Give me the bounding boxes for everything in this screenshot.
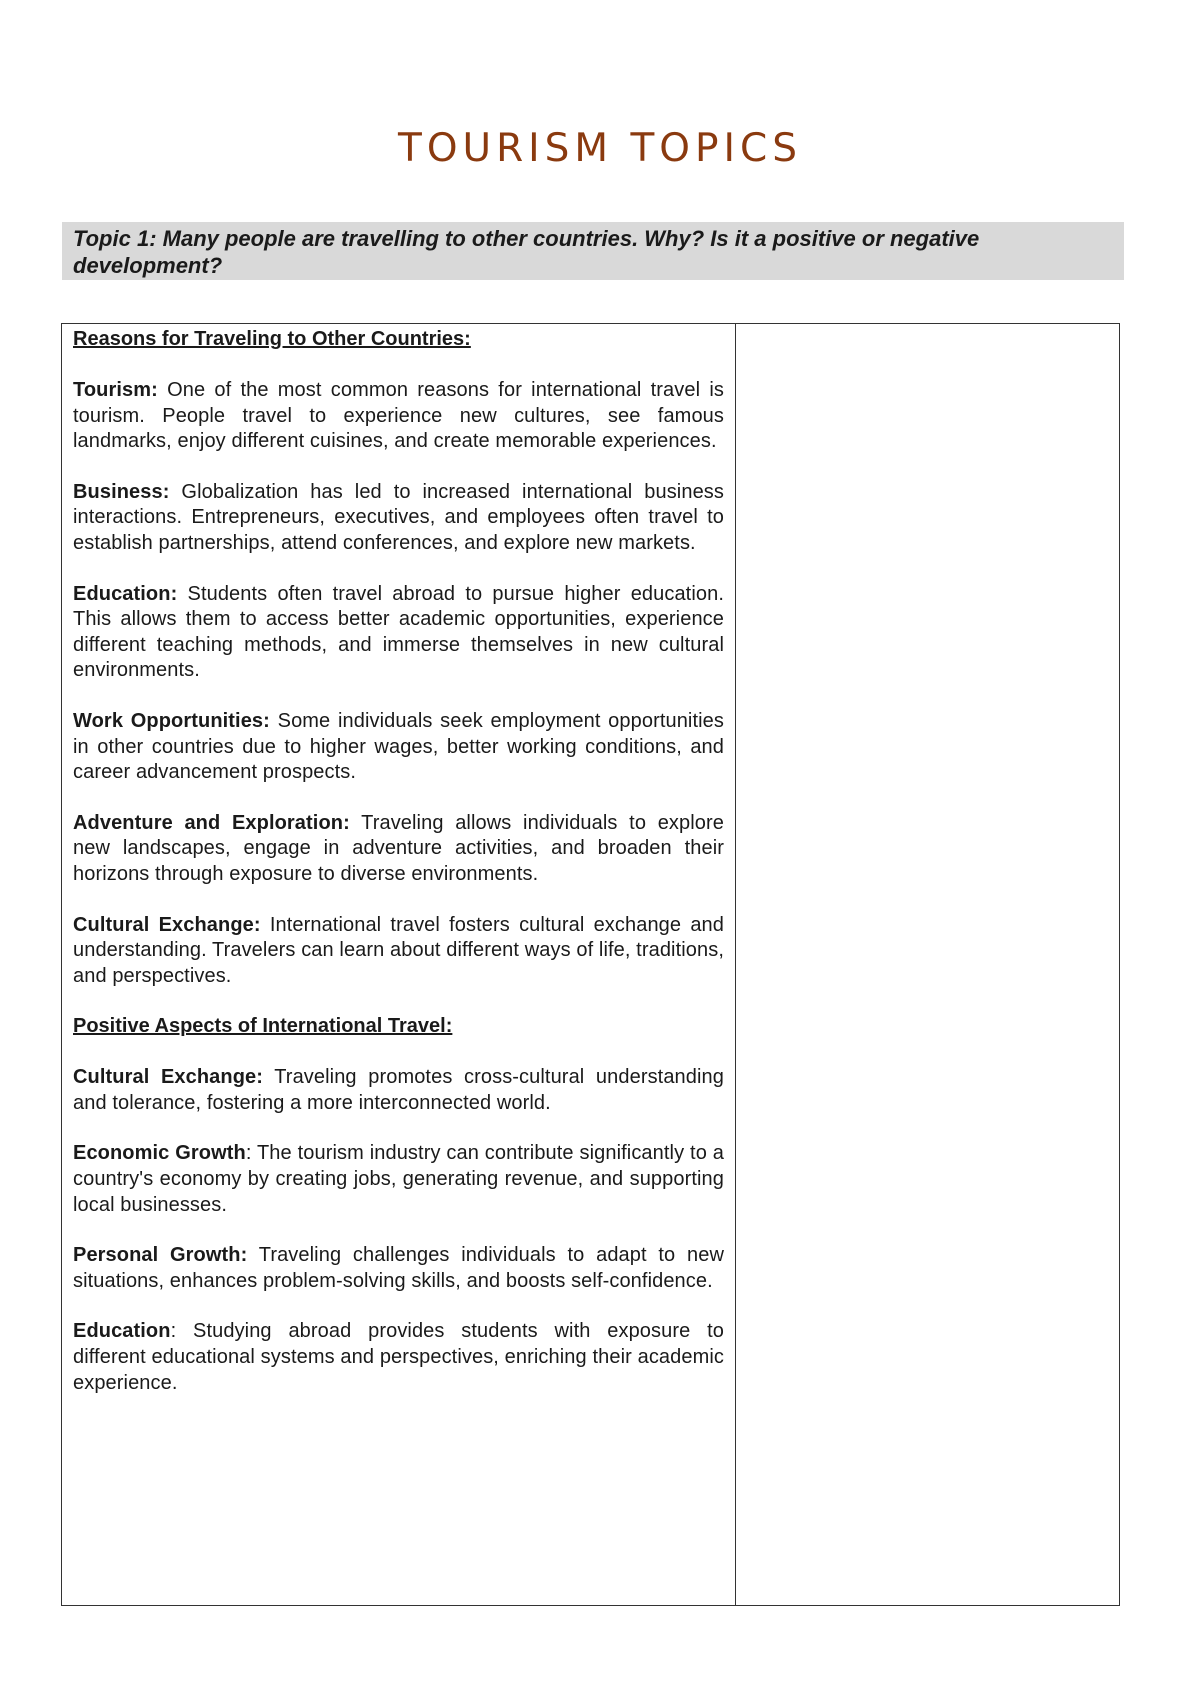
term-label: Tourism: (73, 379, 158, 401)
term-label: Adventure and Exploration: (73, 811, 350, 834)
paragraph-economic-growth (73, 1141, 724, 1218)
paragraph-business (73, 480, 724, 557)
notes-table (61, 323, 1120, 1606)
paragraph-text: : Studying abroad provides students with exposure to different educational systems and perspectives, enriching their academic experience. (73, 1320, 724, 1394)
paragraph-cultural-exchange (73, 913, 724, 990)
paragraph-text: Some individuals seek employment opportunities in other countries due to higher wages, better working conditions, and career advancement prospects. (73, 709, 725, 784)
section-heading-reasons: Reasons for Traveling to Other Countries: (73, 328, 471, 350)
paragraph-education (73, 582, 724, 684)
term-label: Cultural Exchange: (73, 1066, 263, 1089)
paragraph-text: Students often travel abroad to pursue higher education. This allows them to access better academic opportunities, experience different teaching methods, and immerse themselves in new cultural environments. (73, 582, 724, 682)
term-label: Business: (73, 480, 170, 503)
paragraph-text: Traveling promotes cross-cultural understanding and tolerance, fostering a more interconnected world. (73, 1066, 724, 1114)
page-title: TOURISM TOPICS (398, 126, 802, 171)
paragraph-personal-growth (73, 1243, 724, 1294)
term-label: Personal Growth: (73, 1244, 248, 1267)
empty-column (736, 324, 1119, 1605)
topic-banner: Topic 1: Many people are travelling to other countries. Why? Is it a positive or negative development? (62, 222, 1124, 280)
paragraph-adventure (73, 811, 724, 888)
term-label: Cultural Exchange: (73, 913, 261, 936)
term-label: Economic Growth (73, 1142, 246, 1165)
paragraph-text: : The tourism industry can contribute significantly to a country's economy by creating jobs, generating revenue, and supporting local businesses. (73, 1142, 724, 1216)
paragraph-text: Traveling challenges individuals to adapt to new situations, enhances problem-solving skills, and boosts self-confidence. (73, 1244, 724, 1292)
term-label: Education: (73, 582, 178, 605)
paragraph-positive-cultural-exchange (73, 1065, 724, 1116)
paragraph-text: Traveling allows individuals to explore new landscapes, engage in adventure activities, and broaden their horizons through exposure to diverse environments. (73, 811, 724, 885)
paragraph-text: One of the most common reasons for international travel is tourism. People travel to experience new cultures, see famous landmarks, enjoy different cuisines, and create memorable experiences. (73, 379, 724, 453)
section-heading-positive: Positive Aspects of International Travel: (73, 1015, 453, 1038)
paragraph-work-opportunities (73, 709, 724, 786)
paragraph-text: International travel fosters cultural exchange and understanding. Travelers can learn about different ways of life, traditions, and perspectives. (73, 913, 724, 987)
paragraph-text: Globalization has led to increased international business interactions. Entrepreneurs, executives, and employees often travel to establish partnerships, attend conferences, and explore new markets. (73, 480, 724, 554)
term-label: Education (73, 1320, 171, 1343)
paragraph-positive-education (73, 1319, 724, 1396)
term-label: Work Opportunities: (73, 709, 270, 732)
notes-column (62, 324, 736, 1605)
paragraph-tourism (73, 378, 724, 455)
